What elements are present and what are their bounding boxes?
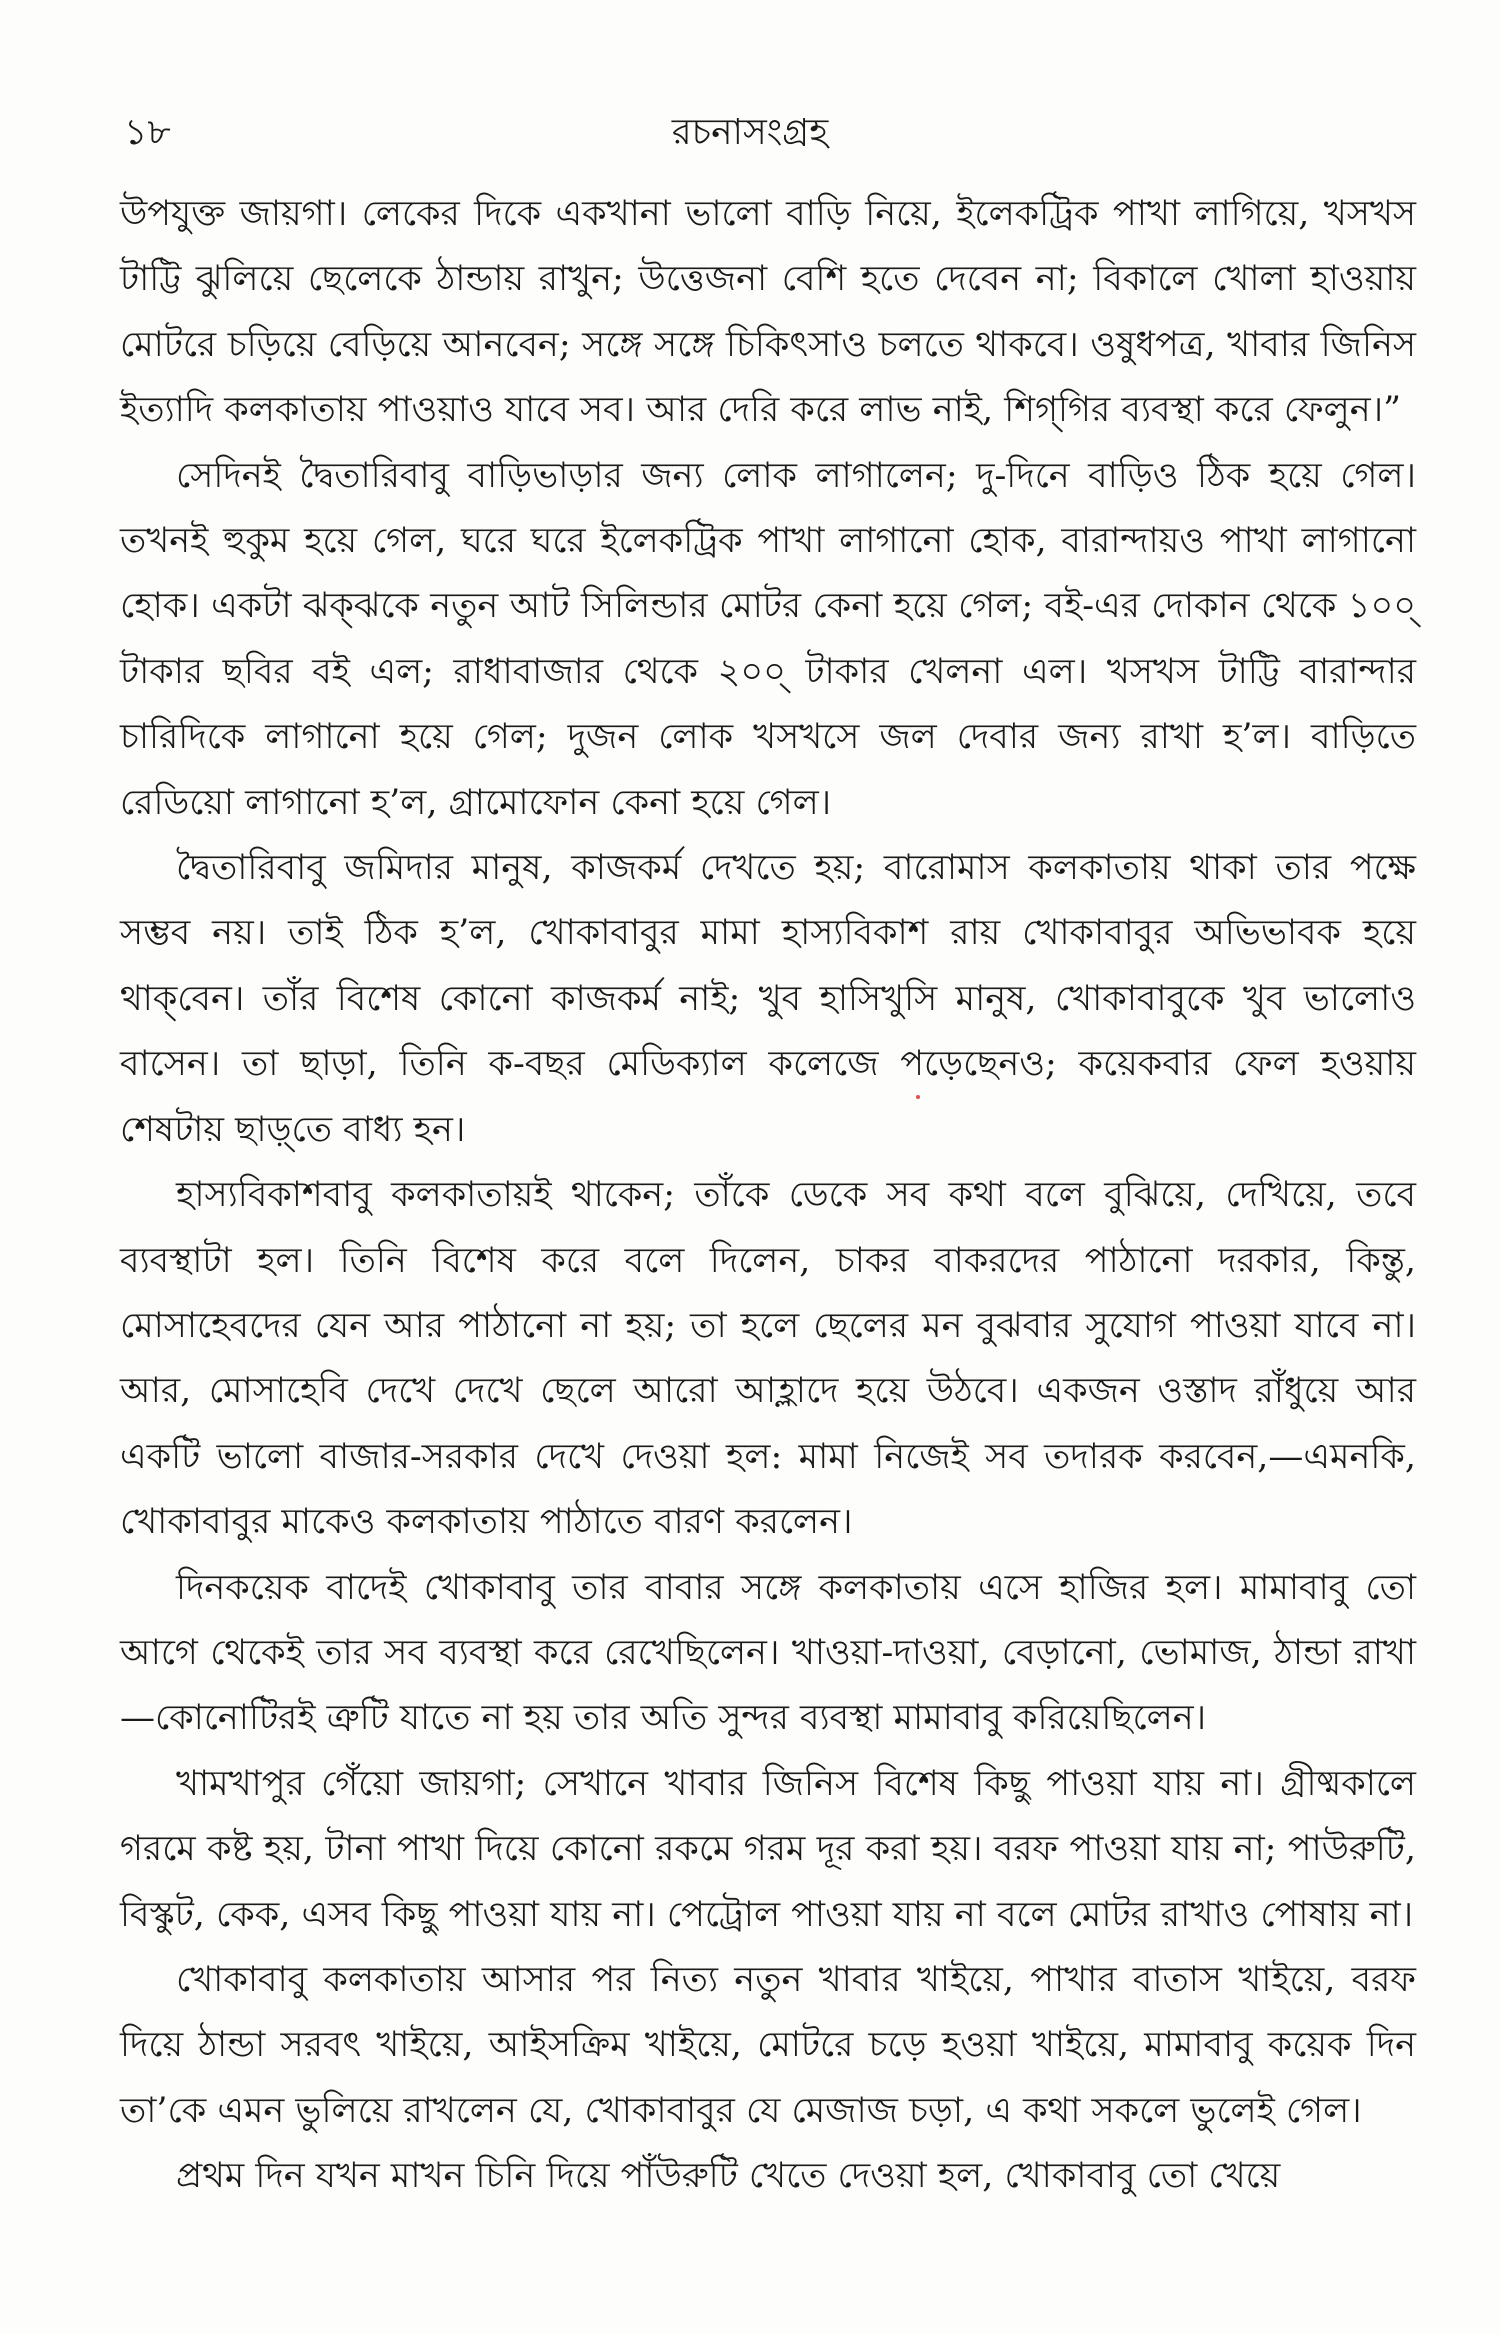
paragraph: হাস্যবিকাশবাবু কলকাতায়ই থাকেন; তাঁকে ডেকে সব কথা বলে বুঝিয়ে, দেখিয়ে, তবে ব্যবস্থাটা হল। তিনি বিশেষ করে বলে দিলেন, চাকর বাকরদের পাঠানো দরকার, কিন্তু, মোসাহেবদের যেন আর পাঠানো না হয়; তা হলে ছেলের মন বুঝবার সুযোগ পাওয়া যাবে না। আর, মোসাহেবি দেখে দেখে ছেলে আরো আহ্লাদে হয়ে উঠবে। একজন ওস্তাদ রাঁধুয়ে আর একটি ভালো বাজার-সরকার দেখে দেওয়া হল: মামা নিজেই সব তদারক করবেন,—এমনকি, খোকাবাবুর মাকেও কলকাতায় পাঠাতে বারণ করলেন। [120,1175,1416,1543]
ink-speck [916,1095,920,1099]
paragraph: সেদিনই দ্বৈতারিবাবু বাড়িভাড়ার জন্য লোক লাগালেন; দু-দিনে বাড়িও ঠিক হয়ে গেল। তখনই হুকুম হয়ে গেল, ঘরে ঘরে ইলেকট্রিক পাখা লাগানো হোক, বারান্দায়ও পাখা লাগানো হোক। একটা ঝক্‌ঝকে নতুন আট সিলিন্ডার মোটর কেনা হয়ে গেল; বই-এর দোকান থেকে ১০০্‌ টাকার ছবির বই এল; রাধাবাজার থেকে ২০০্‌ টাকার খেলনা এল। খসখস টাট্টি বারান্দার চারিদিকে লাগানো হয়ে গেল; দুজন লোক খসখসে জল দেবার জন্য রাখা হ’ল। বাড়িতে রেডিয়ো লাগানো হ’ল, গ্রামোফোন কেনা হয়ে গেল। [120,455,1416,823]
running-title: রচনাসংগ্রহ [671,112,829,153]
paragraph: প্রথম দিন যখন মাখন চিনি দিয়ে পাঁউরুটি খেতে দেওয়া হল, খোকাবাবু তো খেয়ে [176,2156,1281,2197]
page-number: ১৮ [124,112,171,153]
paragraph: খোকাবাবু কলকাতায় আসার পর নিত্য নতুন খাবার খাইয়ে, পাখার বাতাস খাইয়ে, বরফ দিয়ে ঠান্ডা সরবৎ খাইয়ে, আইসক্রিম খাইয়ে, মোটরে চড়ে হওয়া খাইয়ে, মামাবাবু কয়েক দিন তা’কে এমন ভুলিয়ে রাখলেন যে, খোকাবাবুর যে মেজাজ চড়া, এ কথা সকলে ভুলেই গেল। [120,1959,1416,2131]
paragraph: দিনকয়েক বাদেই খোকাবাবু তার বাবার সঙ্গে কলকাতায় এসে হাজির হল। মামাবাবু তো আগে থেকেই তার সব ব্যবস্থা করে রেখেছিলেন। খাওয়া-দাওয়া, বেড়ানো, ভোমাজ, ঠান্ডা রাখা—কোনোটিরই ত্রুটি যাতে না হয় তার অতি সুন্দর ব্যবস্থা মামাবাবু করিয়েছিলেন। [120,1567,1416,1739]
body-text [120,182,1416,2210]
paragraph: উপযুক্ত জায়গা। লেকের দিকে একখানা ভালো বাড়ি নিয়ে, ইলেকট্রিক পাখা লাগিয়ে, খসখস টাট্টি ঝুলিয়ে ছেলেকে ঠান্ডায় রাখুন; উত্তেজনা বেশি হতে দেবেন না; বিকালে খোলা হাওয়ায় মোটরে চড়িয়ে বেড়িয়ে আনবেন; সঙ্গে সঙ্গে চিকিৎসাও চলতে থাকবে। ওষুধপত্র, খাবার জিনিস ইত্যাদি কলকাতায় পাওয়াও যাবে সব। আর দেরি করে লাভ নাই, শিগ্‌গির ব্যবস্থা করে ফেলুন।” [120,194,1416,431]
paragraph: খামখাপুর গেঁয়ো জায়গা; সেখানে খাবার জিনিস বিশেষ কিছু পাওয়া যায় না। গ্রীষ্মকালে গরমে কষ্ট হয়, টানা পাখা দিয়ে কোনো রকমে গরম দূর করা হয়। বরফ পাওয়া যায় না; পাউরুটি, বিস্কুট, কেক, এসব কিছু পাওয়া যায় না। পেট্রোল পাওয়া যায় না বলে মোটর রাখাও পোষায় না। [120,1763,1416,1935]
paragraph: দ্বৈতারিবাবু জমিদার মানুষ, কাজকর্ম দেখতে হয়; বারোমাস কলকাতায় থাকা তার পক্ষে সম্ভব নয়। তাই ঠিক হ’ল, খোকাবাবুর মামা হাস্যবিকাশ রায় খোকাবাবুর অভিভাবক হয়ে থাক্‌বেন। তাঁর বিশেষ কোনো কাজকর্ম নাই; খুব হাসিখুসি মানুষ, খোকাবাবুকে খুব ভালোও বাসেন। তা ছাড়া, তিনি ক-বছর মেডিক্যাল কলেজে পড়েছেনও; কয়েকবার ফেল হওয়ায় শেষটায় ছাড়্‌তে বাধ্য হন। [120,848,1416,1150]
